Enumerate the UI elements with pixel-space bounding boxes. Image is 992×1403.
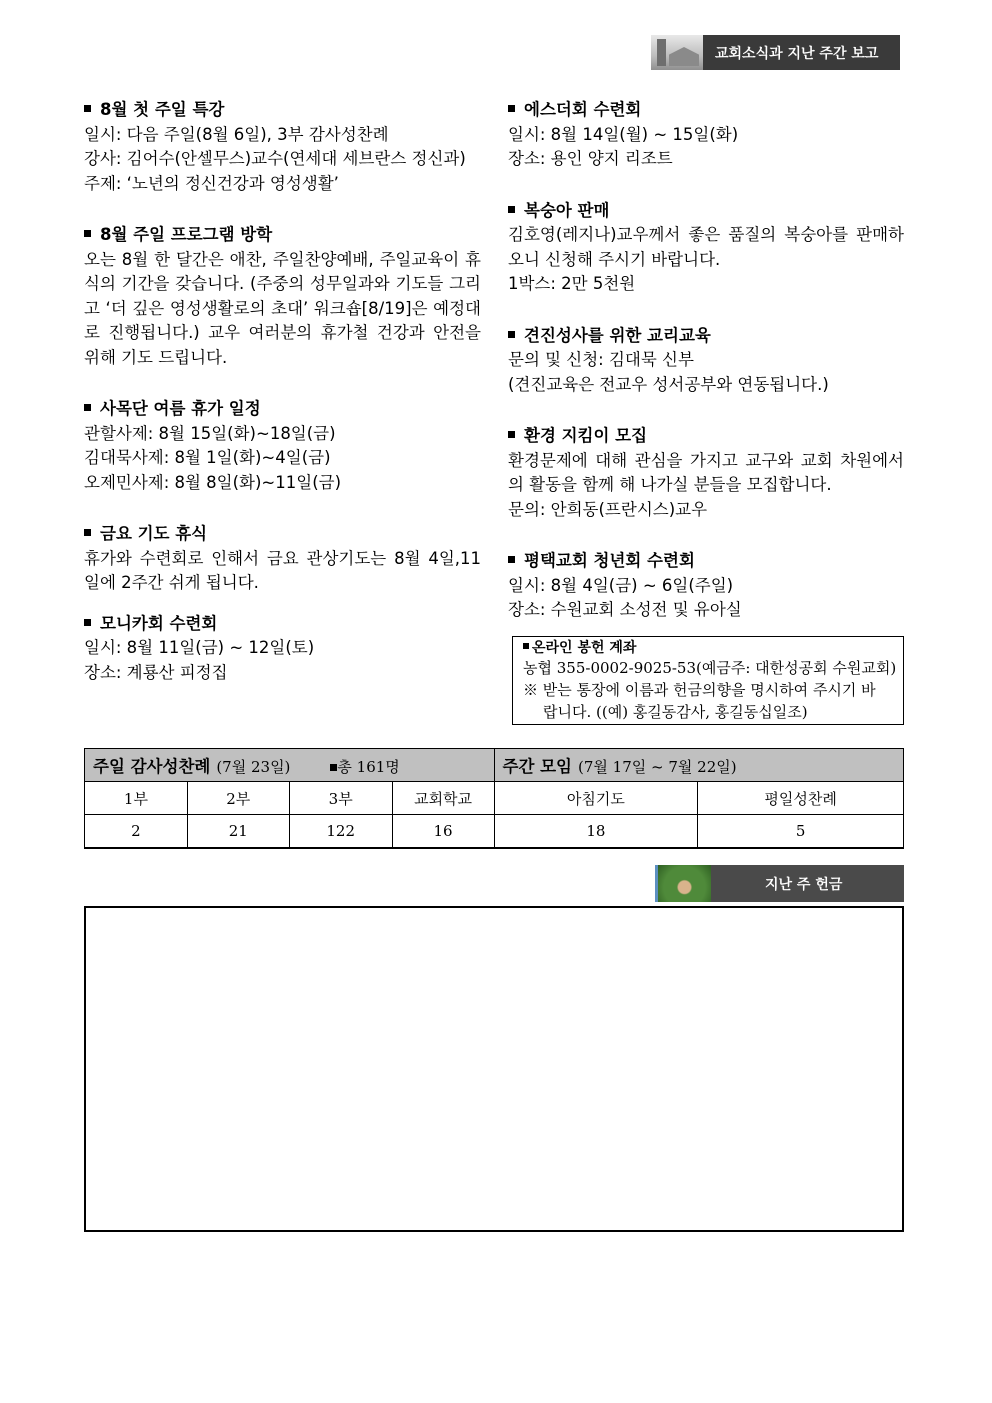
news-line: 문의: 안희동(프란시스)교우 xyxy=(508,499,708,519)
news-title: 환경 지킴이 모집 xyxy=(524,426,648,445)
online-offering-title: 온라인 봉헌 계좌 xyxy=(532,640,637,656)
square-bullet-icon xyxy=(523,643,529,649)
news-item xyxy=(84,223,481,370)
news-title: 견진성사를 위한 교리교육 xyxy=(524,325,711,345)
table-cell: 교회학교 xyxy=(392,782,494,815)
news-title: 복숭아 판매 xyxy=(524,200,610,220)
offering-note: 랍니다. ((예) 홍길동감사, 홍길동십일조) xyxy=(543,703,808,721)
news-line: 일시: 8월 11일(금) ~ 12일(토) xyxy=(84,638,315,657)
news-item xyxy=(508,324,904,398)
offering-box xyxy=(84,906,904,1232)
table-cell: 아침기도 xyxy=(494,782,698,815)
news-text: 환경문제에 대해 관심을 가지고 교구와 교회 차원에서의 활동을 함께 해 나가실 분들을 모집합니다. xyxy=(508,450,904,494)
news-line: 일시: 8월 14일(월) ~ 15일(화) xyxy=(508,124,739,144)
sunday-date: (7월 23일) xyxy=(216,758,291,776)
weekly-title: 주간 모임 xyxy=(502,757,573,776)
weekly-date: (7월 17일 ~ 7월 22일) xyxy=(578,758,737,776)
news-title: 사목단 여름 휴가 일정 xyxy=(100,399,261,418)
table-cell: 21 xyxy=(187,815,289,849)
news-item xyxy=(84,612,481,686)
news-line: 주제: ‘노년의 정신건강과 영성생활’ xyxy=(84,173,339,193)
square-bullet-icon xyxy=(330,764,337,771)
attendance-value-row xyxy=(85,815,904,849)
news-item xyxy=(84,522,481,596)
bank-account: 농협 355-0002-9025-53(예금주: 대한성공회 수원교회) xyxy=(523,659,897,677)
news-title: 에스더회 수련회 xyxy=(524,100,642,119)
square-bullet-icon xyxy=(84,619,91,626)
news-line: 장소: 계룡산 피정집 xyxy=(84,662,228,682)
attendance-table xyxy=(84,748,904,849)
praying-hands-icon xyxy=(655,865,711,902)
square-bullet-icon xyxy=(84,529,91,536)
table-cell: 5 xyxy=(698,815,904,849)
news-title: 8월 첫 주일 특강 xyxy=(100,100,225,119)
table-cell: 18 xyxy=(494,815,698,849)
weekly-header xyxy=(494,749,904,782)
left-column xyxy=(84,98,481,709)
news-item xyxy=(508,98,904,172)
square-bullet-icon xyxy=(84,404,91,411)
news-title: 평택교회 청년회 수련회 xyxy=(524,551,695,570)
news-line: 문의 및 신청: 김대묵 신부 xyxy=(508,350,694,369)
news-title: 8월 주일 프로그램 방학 xyxy=(100,225,273,244)
sunday-title: 주일 감사성찬례 xyxy=(93,757,211,776)
news-line: (견진교육은 전교우 성서공부와 연동됩니다.) xyxy=(508,374,829,394)
news-item xyxy=(84,397,481,495)
news-line: 장소: 용인 양지 리조트 xyxy=(508,149,673,168)
square-bullet-icon xyxy=(508,556,515,563)
news-line: 장소: 수원교회 소성전 및 유아실 xyxy=(508,600,742,619)
section-header-title: 교회소식과 지난 주간 보고 xyxy=(715,45,879,62)
table-cell: 3부 xyxy=(289,782,392,815)
table-cell: 2부 xyxy=(187,782,289,815)
news-line: 김대묵사제: 8월 1일(화)~4일(금) xyxy=(84,448,331,467)
table-cell: 2 xyxy=(85,815,188,849)
offering-header-title: 지난 주 헌금 xyxy=(765,876,843,893)
news-item xyxy=(508,549,904,623)
news-text: 오는 8월 한 달간은 애찬, 주일찬양예배, 주일교육이 휴식의 기간을 갖습니다. (주중의 성무일과와 기도들 그리고 ‘더 깊은 영성생활로의 초대’ 워크숍[8/19]은 예정대로 진행됩니다.) 교우 여러분의 휴가철 건강과 안전을 위해 기도 드립니다. xyxy=(84,249,481,367)
table-cell: 평일성찬례 xyxy=(698,782,904,815)
news-line: 강사: 김어수(안셀무스)교수(연세대 세브란스 정신과) xyxy=(84,149,466,168)
online-offering-box xyxy=(512,636,904,725)
table-cell: 122 xyxy=(289,815,392,849)
offering-header xyxy=(655,865,904,902)
news-line: 일시: 8월 4일(금) ~ 6일(주일) xyxy=(508,575,734,595)
total-count: 총 161명 xyxy=(337,758,400,776)
news-item xyxy=(84,98,481,196)
news-line: 일시: 다음 주일(8월 6일), 3부 감사성찬례 xyxy=(84,124,389,144)
news-line: 오제민사제: 8월 8일(화)~11일(금) xyxy=(84,472,342,492)
square-bullet-icon xyxy=(84,230,91,237)
section-header xyxy=(651,35,900,70)
square-bullet-icon xyxy=(508,331,515,338)
news-line: 관할사제: 8월 15일(화)~18일(금) xyxy=(84,423,336,443)
sunday-header xyxy=(85,749,495,782)
news-item xyxy=(508,424,904,522)
table-cell: 1부 xyxy=(85,782,188,815)
right-column xyxy=(508,98,904,647)
news-text: 김호영(레지나)교우께서 좋은 품질의 복숭아를 판매하오니 신청해 주시기 바랍니다. xyxy=(508,225,904,269)
church-building-icon xyxy=(651,35,703,70)
news-title: 금요 기도 휴식 xyxy=(100,524,208,543)
table-cell: 16 xyxy=(392,815,494,849)
news-text: 휴가와 수련회로 인해서 금요 관상기도는 8월 4일,11일에 2주간 쉬게 됩니다. xyxy=(84,548,481,592)
news-item xyxy=(508,199,904,297)
news-line: 1박스: 2만 5천원 xyxy=(508,274,636,293)
offering-note: ※ 받는 통장에 이름과 헌금의향을 명시하여 주시기 바 xyxy=(523,681,876,699)
attendance-header-row xyxy=(85,749,904,782)
square-bullet-icon xyxy=(508,105,515,112)
sunday-total xyxy=(330,758,399,776)
attendance-label-row xyxy=(85,782,904,815)
square-bullet-icon xyxy=(508,431,515,438)
square-bullet-icon xyxy=(84,105,91,112)
square-bullet-icon xyxy=(508,206,515,213)
news-title: 모니카회 수련회 xyxy=(100,613,218,633)
